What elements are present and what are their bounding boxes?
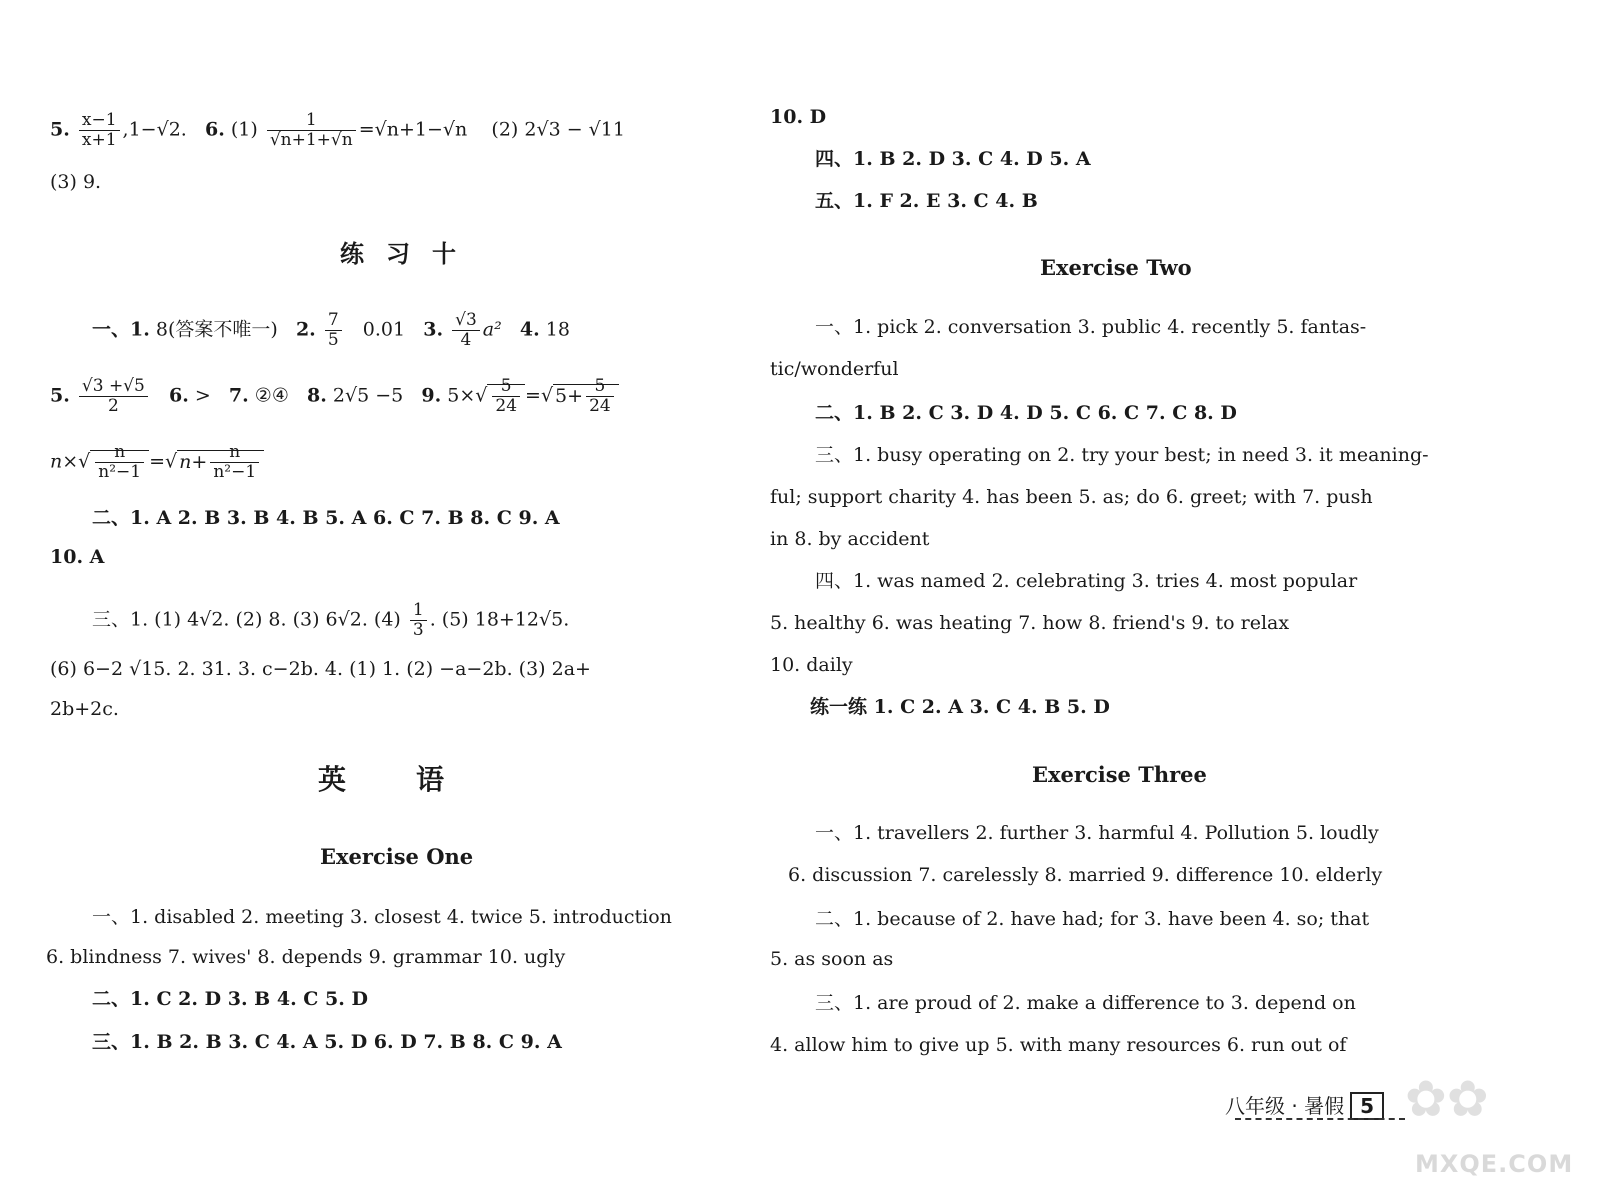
fraction: $\frac{5}{24}$: [492, 378, 520, 415]
fraction: $\frac{x-1}{x+1}$: [79, 112, 120, 149]
answer-line: 6. blindness 7. wives' 8. depends 9. grammar 10. ugly: [46, 946, 566, 968]
answer-line: 三、1. are proud of 2. make a difference to 3. depend on: [815, 992, 1356, 1014]
answer-line: (6) 6−2 √15. 2. 31. 3. c−2b. 4. (1) 1. (2) −a−2b. (3) 2a+: [50, 658, 591, 680]
answer-line: 4. allow him to give up 5. with many resources 6. run out of: [770, 1034, 1347, 1056]
section-heading-english: 英语: [318, 763, 515, 796]
page-footer: [1225, 1090, 1384, 1120]
answer-line: 一、1. pick 2. conversation 3. public 4. recently 5. fantas-: [815, 316, 1367, 338]
square-root: √ $\frac{5}{24}$: [475, 378, 525, 415]
answer-line-1: 一、1. 8(答案不唯一) 2. $\frac{7}{5}$ 0.01 3. $\frac{√3}{4}$ a² 4. 18: [92, 310, 570, 350]
fraction: $\frac{5}{24}$: [586, 378, 614, 415]
answer-line: 二、1. B 2. C 3. D 4. D 5. C 6. C 7. C 8. D: [815, 402, 1237, 424]
answer-line: 三、1. busy operating on 2. try your best; in need 3. it meaning-: [815, 444, 1429, 466]
answer-line: ful; support charity 4. has been 5. as; do 6. greet; with 7. push: [770, 486, 1373, 508]
answer-line-math-5-6: 5. $\frac{x-1}{x+1}$ ,1−√2. 6. (1) $\frac{1}{√n+1+√n}$ =√n+1−√n (2) 2√3 − √11: [50, 110, 625, 150]
fraction: $\frac{7}{5}$: [325, 312, 342, 349]
answer-line: 6. discussion 7. carelessly 8. married 9. difference 10. elderly: [788, 864, 1383, 886]
exercise-heading-one: Exercise One: [320, 844, 474, 869]
answer-line: 二、1. C 2. D 3. B 4. C 5. D: [92, 988, 368, 1010]
answer-line: 四、1. was named 2. celebrating 3. tries 4. most popular: [815, 570, 1358, 592]
right-column: [760, 0, 1600, 1187]
watermark-text: MXQE.COM: [1415, 1150, 1574, 1178]
answer-line: 5. as soon as: [770, 948, 894, 970]
left-column: [0, 0, 760, 1187]
watermark-logo-icon: ✿✿: [1405, 1070, 1489, 1128]
answer-line: 一、1. travellers 2. further 3. harmful 4. Pollution 5. loudly: [815, 822, 1379, 844]
page-number: 5: [1350, 1092, 1384, 1120]
fraction: $\frac{1}{3}$: [410, 602, 427, 639]
square-root: √ $\frac{n}{\text{n²−1}}$: [78, 444, 149, 481]
answer-line: 二、1. A 2. B 3. B 4. B 5. A 6. C 7. B 8. C 9. A: [92, 507, 560, 529]
answer-line-3: 三、1. (1) 4√2. (2) 8. (3) 6√2. (4) $\frac{1}{3}$ . (5) 18+12√5.: [92, 600, 570, 640]
answer-line: 10. D: [770, 106, 827, 128]
answer-line: 10. daily: [770, 654, 853, 676]
section-heading-lianxi10: 练习十: [340, 239, 478, 268]
fraction: $\frac{√3 +√5}{2}$: [79, 378, 148, 415]
fraction: $\frac{n}{\text{n²−1}}$: [95, 444, 144, 481]
answer-line-5-9: 5. $\frac{√3 +√5}{2}$ 6. > 7. ②④ 8. 2√5 −5 9. 5×√ $\frac{5}{24}$ =√ 5+ $\frac{5}{24}$: [50, 378, 619, 415]
watermark: [1395, 1070, 1585, 1180]
answer-line: 四、1. B 2. D 3. C 4. D 5. A: [815, 148, 1091, 170]
answer-line: 二、1. because of 2. have had; for 3. have been 4. so; that: [815, 908, 1370, 930]
footer-divider: [1235, 1118, 1405, 1120]
answer-line: 五、1. F 2. E 3. C 4. B: [815, 190, 1038, 212]
answer-line: tic/wonderful: [770, 358, 899, 380]
exercise-heading-two: Exercise Two: [1040, 255, 1192, 280]
answer-line: in 8. by accident: [770, 528, 930, 550]
grade-label: 八年级 · 暑假: [1225, 1094, 1345, 1118]
answer-line: 2b+2c.: [50, 698, 119, 720]
answer-line: 三、1. B 2. B 3. C 4. A 5. D 6. D 7. B 8. C 9. A: [92, 1031, 562, 1053]
answer-line: 5. healthy 6. was heating 7. how 8. friend's 9. to relax: [770, 612, 1290, 634]
square-root: √ n+ $\frac{n}{\text{n²−1}}$: [165, 444, 264, 481]
answer-line: 练一练 1. C 2. A 3. C 4. B 5. D: [810, 696, 1110, 718]
exercise-heading-three: Exercise Three: [1032, 762, 1207, 787]
answer-line: (3) 9.: [50, 171, 102, 193]
fraction: $\frac{n}{\text{n²−1}}$: [210, 444, 259, 481]
answer-line-formula: n×√ $\frac{n}{\text{n²−1}}$ =√ n+ $\frac{n}{\text{n²−1}}$: [50, 444, 264, 481]
square-root: √ 5+ $\frac{5}{24}$: [541, 378, 619, 415]
answer-line: 一、1. disabled 2. meeting 3. closest 4. twice 5. introduction: [92, 906, 672, 928]
fraction: $\frac{√3}{4}$: [452, 312, 480, 349]
answer-line: 10. A: [50, 546, 105, 568]
fraction: $\frac{1}{√n+1+√n}$: [267, 112, 356, 149]
